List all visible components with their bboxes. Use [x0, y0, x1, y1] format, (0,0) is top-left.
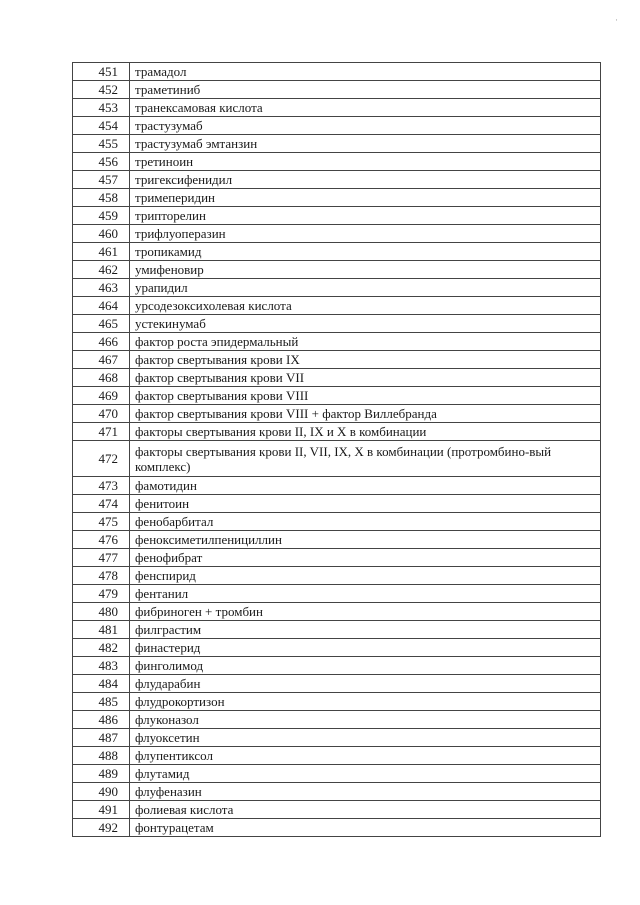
row-number: 478 — [73, 567, 130, 585]
table-row — [73, 441, 601, 477]
drug-name: фенспирид — [130, 567, 601, 585]
drug-name: филграстим — [130, 621, 601, 639]
table-row — [73, 369, 601, 387]
drug-name: флуоксетин — [130, 729, 601, 747]
drug-name: урсодезоксихолевая кислота — [130, 297, 601, 315]
table-row — [73, 567, 601, 585]
drug-name: фибриноген + тромбин — [130, 603, 601, 621]
table-row — [73, 315, 601, 333]
drug-name: флуконазол — [130, 711, 601, 729]
row-number: 479 — [73, 585, 130, 603]
row-number: 475 — [73, 513, 130, 531]
table-row — [73, 603, 601, 621]
row-number: 452 — [73, 81, 130, 99]
table-row — [73, 225, 601, 243]
row-number: 489 — [73, 765, 130, 783]
drug-name: факторы свертывания крови II, VII, IX, X в комбинации (протромбино-вый комплекс) — [130, 441, 601, 477]
row-number: 484 — [73, 675, 130, 693]
row-number: 492 — [73, 819, 130, 837]
drug-name: третиноин — [130, 153, 601, 171]
table-row — [73, 279, 601, 297]
table-row — [73, 207, 601, 225]
drug-name: устекинумаб — [130, 315, 601, 333]
row-number: 469 — [73, 387, 130, 405]
row-number: 453 — [73, 99, 130, 117]
table-row — [73, 513, 601, 531]
table-row — [73, 405, 601, 423]
drug-name: трипторелин — [130, 207, 601, 225]
row-number: 476 — [73, 531, 130, 549]
table-row — [73, 477, 601, 495]
table-row — [73, 747, 601, 765]
drug-name: трифлуоперазин — [130, 225, 601, 243]
row-number: 465 — [73, 315, 130, 333]
table-row — [73, 585, 601, 603]
scan-mark: · — [615, 15, 618, 25]
table-row — [73, 261, 601, 279]
row-number: 480 — [73, 603, 130, 621]
table-row — [73, 117, 601, 135]
row-number: 451 — [73, 63, 130, 81]
table-row — [73, 81, 601, 99]
drug-name: трастузумаб — [130, 117, 601, 135]
drug-name: тропикамид — [130, 243, 601, 261]
table-row — [73, 549, 601, 567]
row-number: 461 — [73, 243, 130, 261]
row-number: 466 — [73, 333, 130, 351]
drug-name: трамадол — [130, 63, 601, 81]
row-number: 477 — [73, 549, 130, 567]
drug-name: фолиевая кислота — [130, 801, 601, 819]
table-row — [73, 135, 601, 153]
table-row — [73, 531, 601, 549]
drug-name: флударабин — [130, 675, 601, 693]
row-number: 487 — [73, 729, 130, 747]
drug-name: флупентиксол — [130, 747, 601, 765]
drug-name: фонтурацетам — [130, 819, 601, 837]
drug-name: урапидил — [130, 279, 601, 297]
row-number: 474 — [73, 495, 130, 513]
table-row — [73, 783, 601, 801]
row-number: 459 — [73, 207, 130, 225]
drug-name: тригексифенидил — [130, 171, 601, 189]
row-number: 473 — [73, 477, 130, 495]
row-number: 458 — [73, 189, 130, 207]
row-number: 491 — [73, 801, 130, 819]
drug-name: траметиниб — [130, 81, 601, 99]
drug-name: финастерид — [130, 639, 601, 657]
table-row — [73, 765, 601, 783]
row-number: 464 — [73, 297, 130, 315]
table-row — [73, 621, 601, 639]
row-number: 471 — [73, 423, 130, 441]
row-number: 462 — [73, 261, 130, 279]
drug-name: флудрокортизон — [130, 693, 601, 711]
drug-name: фенофибрат — [130, 549, 601, 567]
drug-name: транексамовая кислота — [130, 99, 601, 117]
row-number: 457 — [73, 171, 130, 189]
table-row — [73, 693, 601, 711]
drug-name: фактор свертывания крови VII — [130, 369, 601, 387]
table-row — [73, 351, 601, 369]
drug-name: трастузумаб эмтанзин — [130, 135, 601, 153]
drug-name: фамотидин — [130, 477, 601, 495]
table-row — [73, 495, 601, 513]
drug-name: фактор свертывания крови VIII + фактор Виллебранда — [130, 405, 601, 423]
drug-name: фактор свертывания крови IX — [130, 351, 601, 369]
row-number: 470 — [73, 405, 130, 423]
row-number: 488 — [73, 747, 130, 765]
table-row — [73, 729, 601, 747]
table-row — [73, 333, 601, 351]
row-number: 454 — [73, 117, 130, 135]
table-row — [73, 711, 601, 729]
row-number: 456 — [73, 153, 130, 171]
drug-name: фактор свертывания крови VIII — [130, 387, 601, 405]
row-number: 485 — [73, 693, 130, 711]
drug-name: фенобарбитал — [130, 513, 601, 531]
drug-list-table — [72, 62, 601, 837]
drug-name: фактор роста эпидермальный — [130, 333, 601, 351]
table-row — [73, 99, 601, 117]
drug-name: финголимод — [130, 657, 601, 675]
table-row — [73, 63, 601, 81]
drug-name: флутамид — [130, 765, 601, 783]
table-row — [73, 189, 601, 207]
row-number: 455 — [73, 135, 130, 153]
drug-name: тримеперидин — [130, 189, 601, 207]
table-row — [73, 657, 601, 675]
table-row — [73, 387, 601, 405]
drug-name: фенитоин — [130, 495, 601, 513]
table-row — [73, 819, 601, 837]
table-row — [73, 639, 601, 657]
table-row — [73, 243, 601, 261]
table-body — [73, 63, 601, 837]
row-number: 486 — [73, 711, 130, 729]
drug-name: факторы свертывания крови II, IX и X в комбинации — [130, 423, 601, 441]
table-row — [73, 675, 601, 693]
row-number: 460 — [73, 225, 130, 243]
table-row — [73, 171, 601, 189]
table-row — [73, 297, 601, 315]
drug-name: умифеновир — [130, 261, 601, 279]
drug-name: феноксиметилпенициллин — [130, 531, 601, 549]
row-number: 467 — [73, 351, 130, 369]
table-row — [73, 801, 601, 819]
row-number: 483 — [73, 657, 130, 675]
table-row — [73, 153, 601, 171]
drug-name: фентанил — [130, 585, 601, 603]
row-number: 468 — [73, 369, 130, 387]
drug-name: флуфеназин — [130, 783, 601, 801]
row-number: 472 — [73, 441, 130, 477]
row-number: 482 — [73, 639, 130, 657]
row-number: 490 — [73, 783, 130, 801]
table-row — [73, 423, 601, 441]
row-number: 481 — [73, 621, 130, 639]
row-number: 463 — [73, 279, 130, 297]
